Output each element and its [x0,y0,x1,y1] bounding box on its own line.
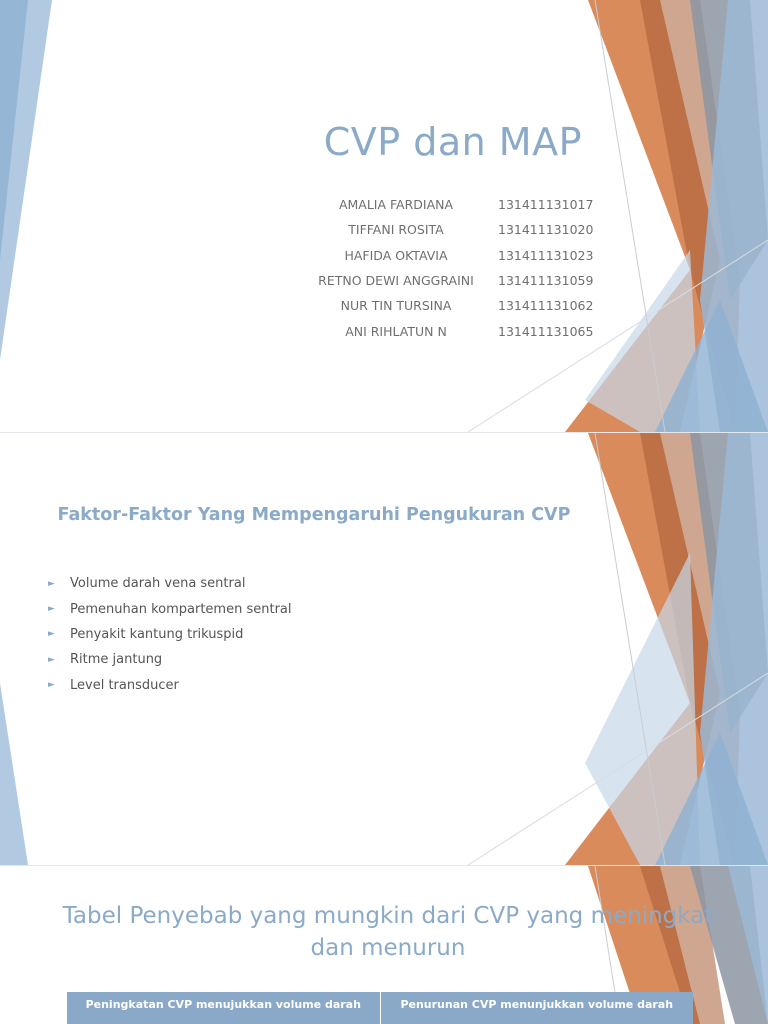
member-nim: 131411131017 [498,197,594,213]
list-item [48,647,292,672]
cause-table-header [67,992,693,1024]
member-nim: 131411131065 [498,323,594,339]
list-item-text: Level transducer [70,677,179,693]
member-row [300,268,600,293]
slide-title [0,0,768,432]
table-header-cell: Penurunan CVP menunjukkan volume darah [381,992,694,1024]
list-item [48,596,292,621]
member-name: HAFIDA OKTAVIA [344,247,448,263]
factor-list [48,571,292,698]
list-item-text: Penyakit kantung trikuspid [70,626,244,642]
list-item [48,622,292,647]
member-row [300,243,600,268]
member-nim: 131411131059 [498,273,594,289]
list-item-text: Volume darah vena sentral [70,576,246,592]
slide-heading: Tabel Penyebab yang mungkin dari CVP yang meningkat dan menurun [62,903,714,961]
member-name: ANI RIHLATUN N [345,323,447,339]
member-nim: 131411131020 [498,222,594,238]
list-item [48,673,292,698]
bullet-arrow-icon: ► [48,680,55,691]
list-item-text: Pemenuhan kompartemen sentral [70,601,292,617]
member-row [300,192,600,217]
table-header-cell: Peningkatan CVP menujukkan volume darah [67,992,381,1024]
list-item-text: Ritme jantung [70,652,163,668]
slide-table [0,866,768,1024]
member-nim: 131411131023 [498,247,594,263]
bullet-arrow-icon: ► [48,604,55,615]
slide-heading: Faktor-Faktor Yang Mempengaruhi Pengukuran CVP [57,505,571,525]
slide-title-heading: CVP dan MAP [323,120,582,164]
member-name: AMALIA FARDIANA [338,197,454,213]
member-row [300,293,600,318]
bullet-arrow-icon: ► [48,629,55,640]
member-row [300,217,600,242]
bullet-arrow-icon: ► [48,654,55,665]
list-item [48,571,292,596]
member-list [300,192,600,344]
bullet-arrow-icon: ► [48,578,55,589]
member-name: RETNO DEWI ANGGRAINI [318,273,474,289]
member-row [300,318,600,343]
member-nim: 131411131062 [498,298,594,314]
slide-factors [0,433,768,865]
member-name: TIFFANI ROSITA [348,222,444,238]
member-name: NUR TIN TURSINA [340,298,452,314]
